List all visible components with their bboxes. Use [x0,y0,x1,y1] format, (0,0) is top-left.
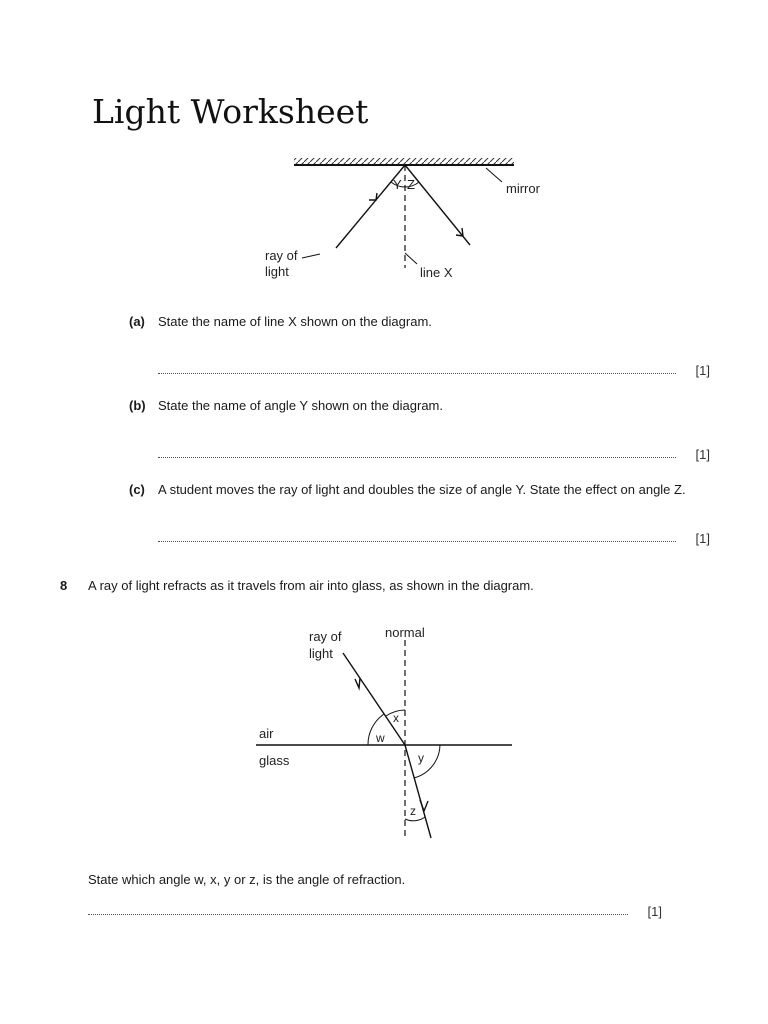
page-title: Light Worksheet [92,92,369,131]
question-c-text: A student moves the ray of light and doubles the size of angle Y. State the effect on angle Z. [158,482,686,497]
mirror-label: mirror [506,181,540,196]
normal-label: normal [385,625,425,640]
answer-line-8[interactable] [88,906,662,920]
answer-line-b[interactable] [158,449,710,463]
mirror-leader [486,168,502,182]
angle-y-label: Y [393,177,402,192]
angle-z-label: Z [407,177,415,192]
question-b-text: State the name of angle Y shown on the diagram. [158,398,443,413]
mark-allocation: [1] [695,531,710,546]
incident-arrowhead [355,678,360,688]
question-a-label: (a) [129,314,145,329]
question-8-prompt: State which angle w, x, y or z, is the angle of refraction. [88,872,406,887]
incident-ray [343,653,405,745]
ray-label-line1: ray of [309,629,342,644]
question-a-text: State the name of line X shown on the diagram. [158,314,432,329]
mark-allocation: [1] [695,447,710,462]
question-c [129,482,686,497]
line-x-leader [405,253,417,264]
answer-line-a[interactable] [158,365,710,379]
mirror-hatching [294,158,514,165]
question-8-number: 8 [60,578,68,593]
angle-y-label: y [418,751,424,765]
mark-allocation: [1] [647,904,662,919]
mirror-diagram [250,150,560,290]
angle-x-label: x [393,711,399,725]
answer-dots [158,457,676,458]
line-x-label: line X [420,265,453,280]
answer-dots [88,914,628,915]
answer-line-c[interactable] [158,533,710,547]
refraction-diagram [250,622,530,847]
angle-w-label: w [376,731,385,745]
incident-arrowhead [369,193,377,200]
answer-dots [158,373,676,374]
question-a [129,314,432,329]
ray-leader [302,254,320,258]
question-b [129,398,443,413]
answer-dots [158,541,676,542]
question-c-label: (c) [129,482,145,497]
ray-label-line2: light [265,264,289,279]
air-label: air [259,726,274,741]
ray-label-line1: ray of [265,248,298,263]
glass-label: glass [259,753,290,768]
mark-allocation: [1] [695,363,710,378]
question-b-label: (b) [129,398,146,413]
ray-label-line2: light [309,646,333,661]
question-8-intro: A ray of light refracts as it travels from air into glass, as shown in the diagram. [88,578,534,593]
angle-z-label: z [410,804,416,818]
